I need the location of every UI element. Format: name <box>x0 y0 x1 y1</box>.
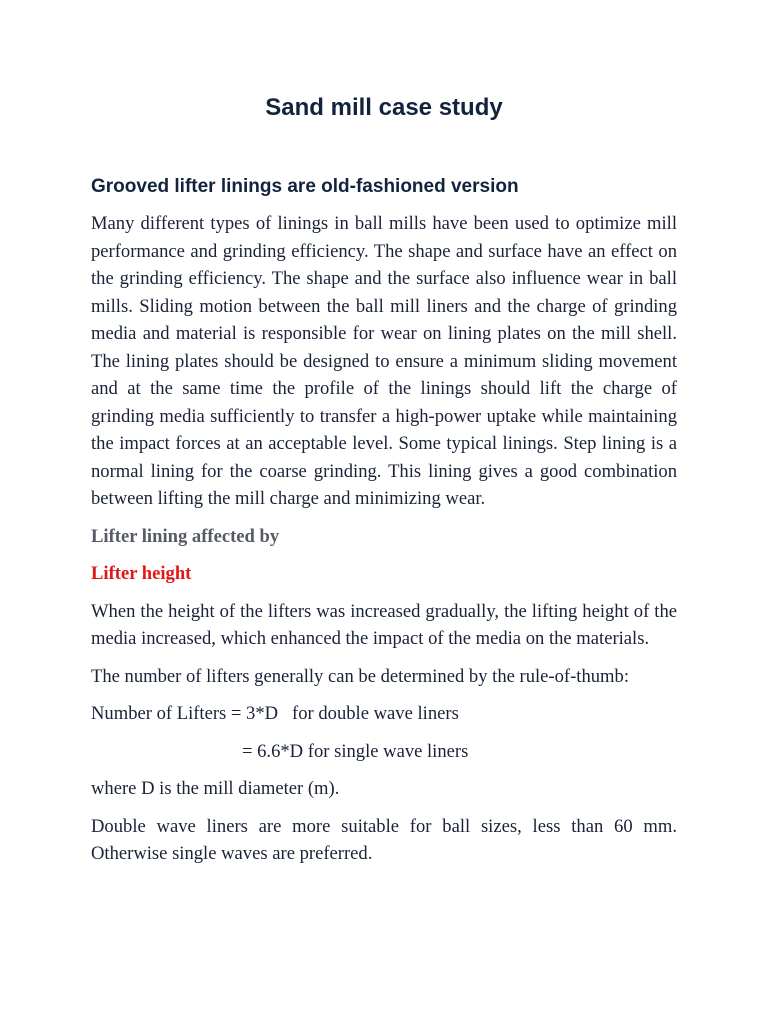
section-heading: Grooved lifter linings are old-fashioned version <box>91 176 519 197</box>
page-title: Sand mill case study <box>265 94 503 121</box>
paragraph-wave-liners: Double wave liners are more suitable for ball sizes, less than 60 mm. Otherwise single waves are preferred. <box>91 815 677 864</box>
paragraph-mill-diameter: where D is the mill diameter (m). <box>91 778 340 799</box>
formula-single-wave: = 6.6*D for single wave liners <box>242 740 469 762</box>
formula-double-wave: Number of Lifters = 3*D for double wave liners <box>91 703 459 724</box>
paragraph-rule-of-thumb: The number of lifters generally can be determined by the rule-of-thumb: <box>91 665 629 687</box>
document-body <box>91 172 677 878</box>
paragraph-linings-overview: Many different types of linings in ball mills have been used to optimize mill performance and grinding efficiency. The shape and surface have an effect on the grinding efficiency. The shape and the surface also influence wear in ball mills. Sliding motion between the ball mill liners and the charge of grinding media and material is responsible for wear on lining plates on the mill shell. The lining plates should be designed to ensure a minimum sliding movement and at the same time the profile of the linings should lift the charge of grinding media sufficiently to transfer a high-power uptake while maintaining the impact forces at an acceptable level. Some typical linings. Step lining is a normal lining for the coarse grinding. This lining gives a good combination between lifting the mill charge and minimizing wear. <box>91 213 677 509</box>
subheading-lifter-lining-affected: Lifter lining affected by <box>91 525 280 547</box>
paragraph-lifter-height: When the height of the lifters was increased gradually, the lifting height of the media increased, which enhanced the impact of the media on the materials. <box>91 600 677 649</box>
subheading-lifter-height: Lifter height <box>91 563 192 584</box>
